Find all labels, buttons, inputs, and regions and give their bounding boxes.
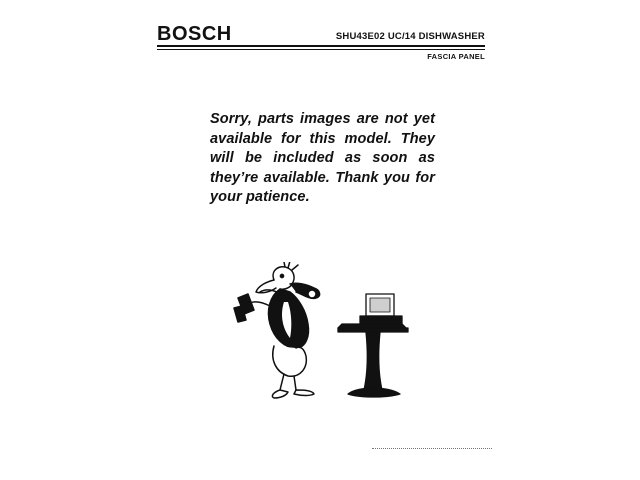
duck-figure — [234, 262, 320, 398]
unavailable-message: Sorry, parts images are not yet available for this model. They will be included as soon as they’re available. Thank you for your patience. — [210, 111, 435, 205]
brand-logo: BOSCH — [157, 23, 232, 45]
model-title: SHU43E02 UC/14 DISHWASHER — [335, 31, 485, 42]
computer-desk — [338, 294, 408, 397]
header-rule-thick — [157, 45, 485, 47]
duck-at-computer-illustration — [230, 262, 410, 404]
section-title: FASCIA PANEL — [427, 52, 485, 61]
header-rule-thin — [157, 49, 485, 50]
footer-dotted-line — [372, 448, 492, 449]
